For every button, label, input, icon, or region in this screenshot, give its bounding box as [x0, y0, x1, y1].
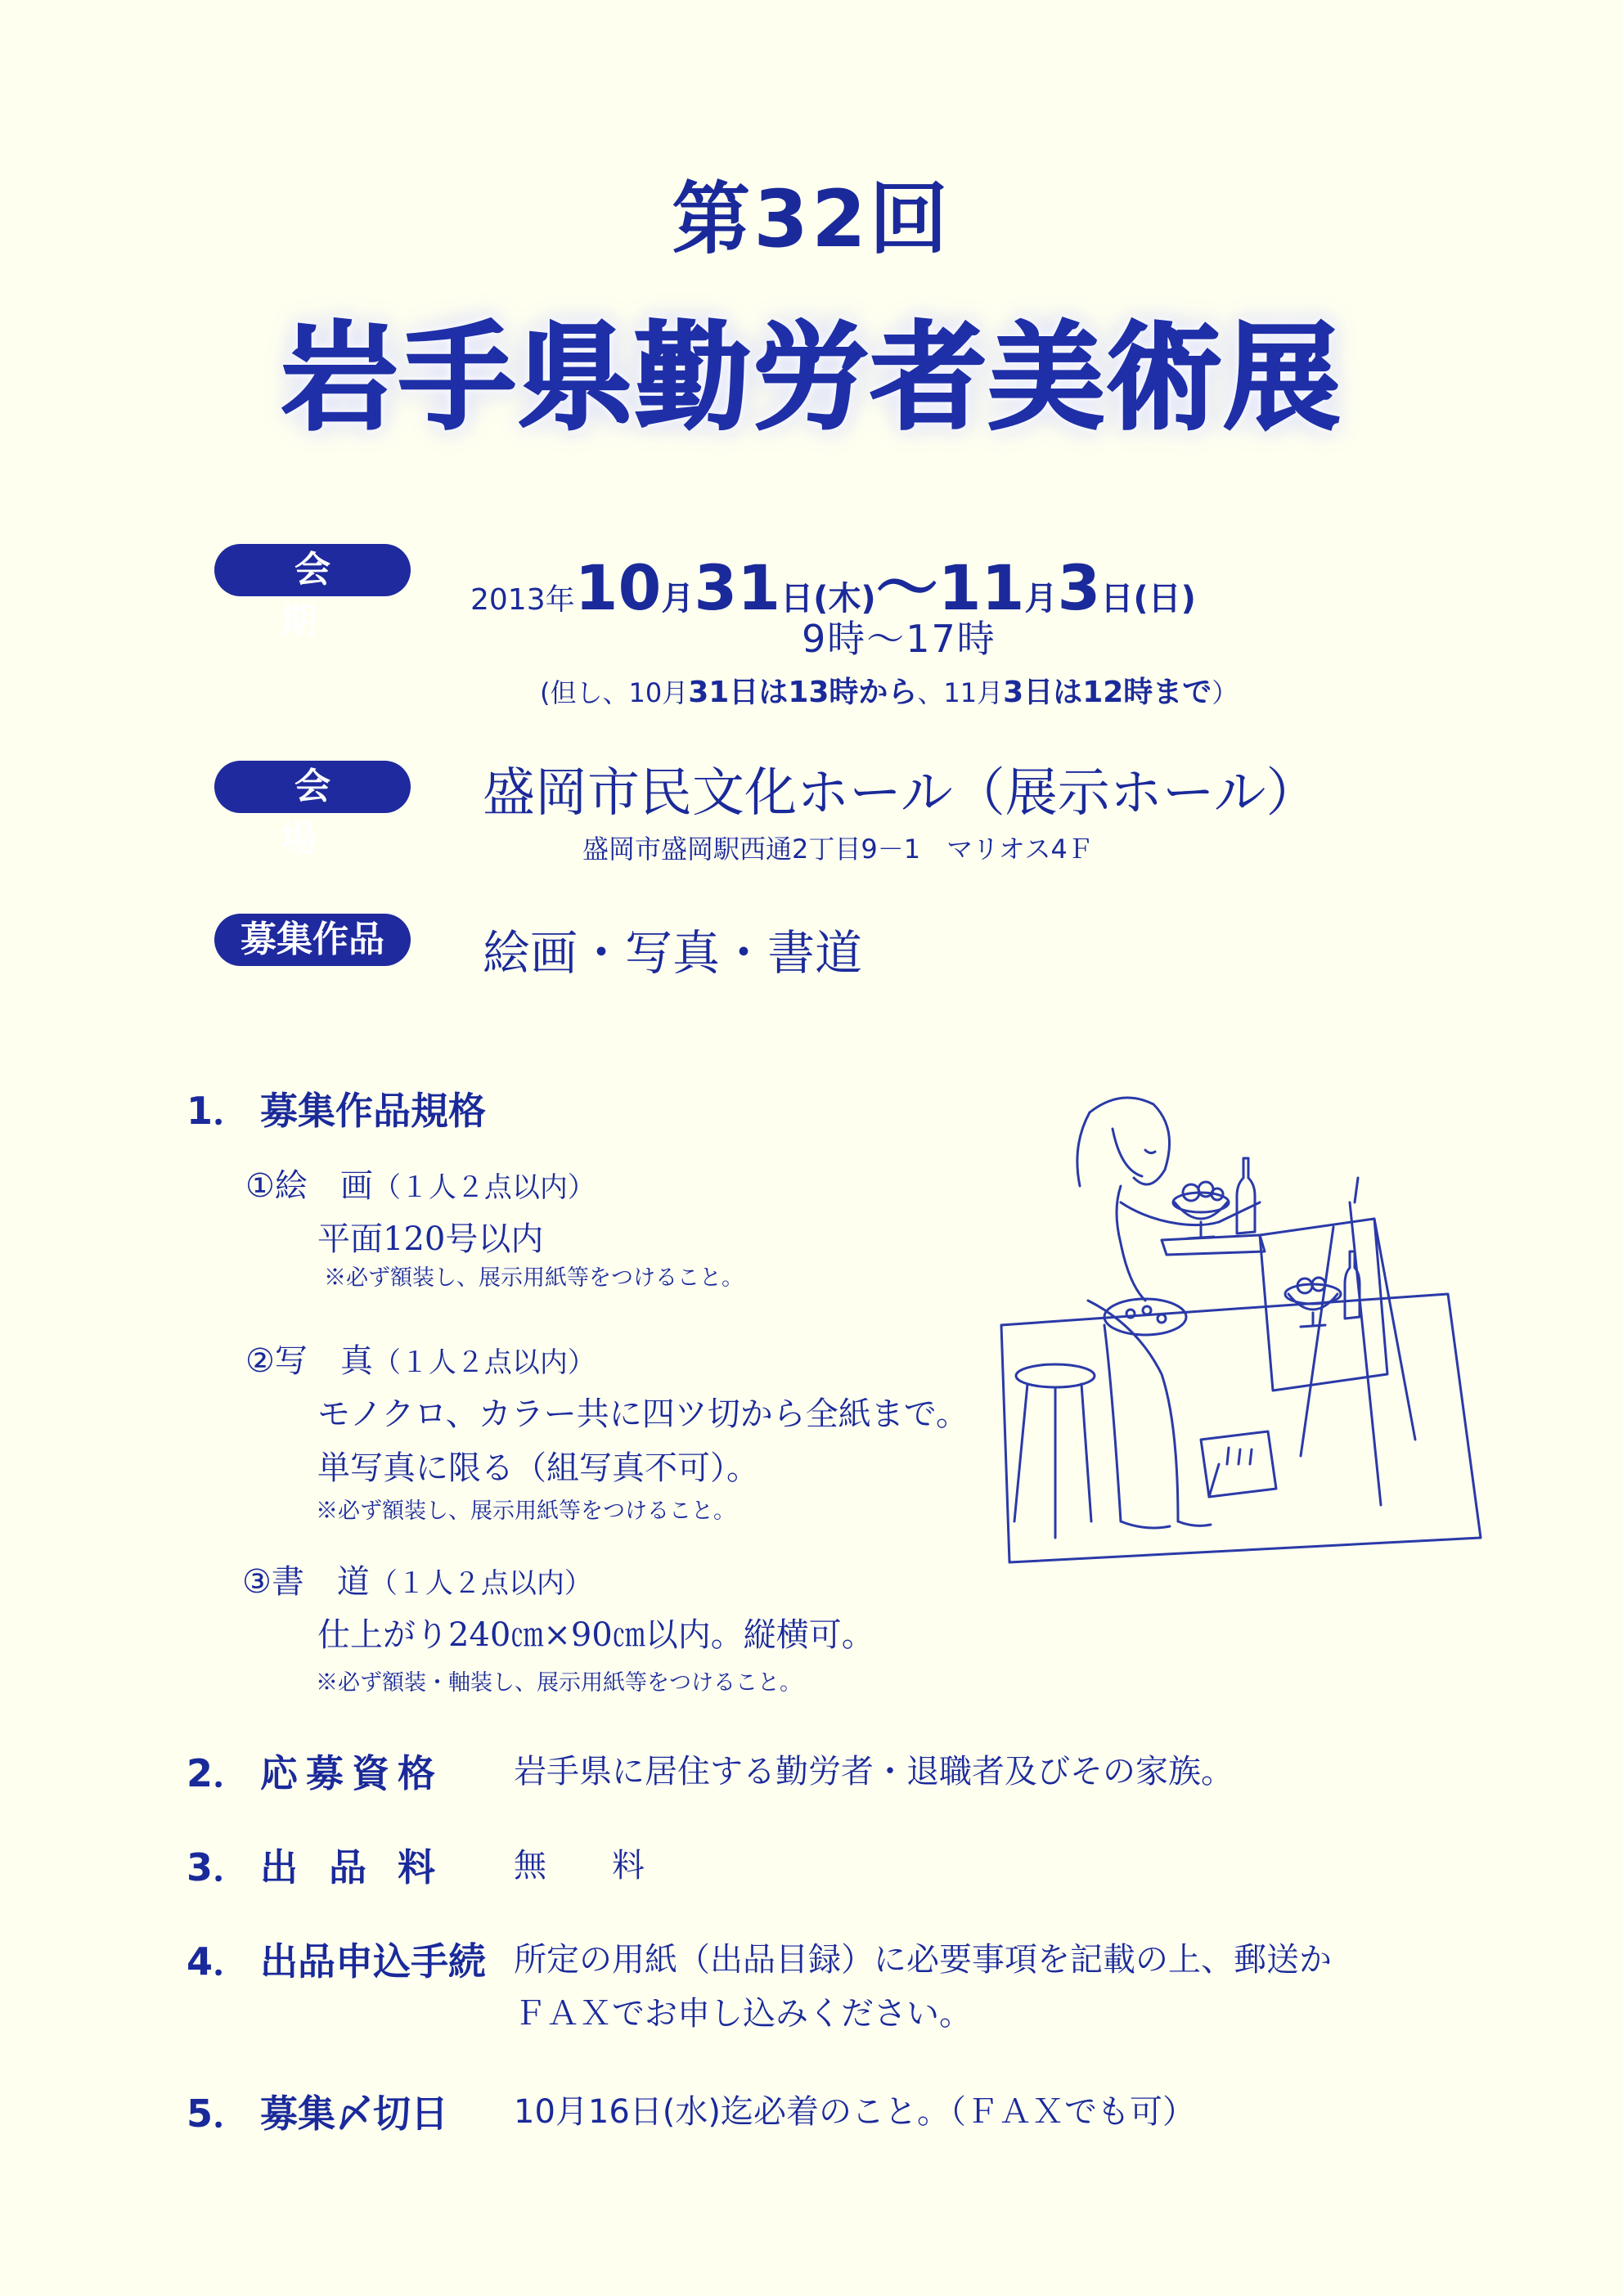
end-day: 3 — [1057, 551, 1101, 624]
start-month: 10 — [574, 551, 662, 624]
section-deadline-heading: 5． 募集〆切日 — [187, 2092, 448, 2136]
fee-text: 無 料 — [514, 1847, 645, 1885]
period-year: 2013年 — [470, 583, 575, 617]
spec-item-painting-note: ※必ず額装し、展示用紙等をつけること。 — [324, 1265, 744, 1291]
venue-label: 会 場 — [214, 761, 411, 813]
spec-item-calligraphy-title: ③書 道（１人２点以内） — [242, 1563, 592, 1601]
section-eligibility-heading: 2． 応募資格 — [187, 1751, 443, 1795]
period-label: 会 期 — [214, 544, 411, 596]
section-procedure-heading: 4． 出品申込手続 — [187, 1939, 486, 1984]
opening-hours: 9時～17時 — [802, 617, 996, 661]
deadline-text: 10月16日(水)迄必着のこと。（ＦＡＸでも可） — [514, 2093, 1196, 2131]
end-month: 11 — [937, 551, 1025, 624]
edition-number: 第32回 — [672, 173, 951, 265]
categories-value: 絵画・写真・書道 — [483, 925, 863, 981]
eligibility-text: 岩手県に居住する勤労者・退職者及びその家族。 — [514, 1753, 1234, 1791]
spec-item-photo-line-1: モノクロ、カラー共に四ツ切から全紙まで。 — [317, 1395, 969, 1433]
procedure-line-1: 所定の用紙（出品目録）に必要事項を記載の上、郵送か — [514, 1941, 1332, 1979]
categories-label: 募集作品 — [214, 914, 411, 966]
section-spec-heading: 1． 募集作品規格 — [187, 1089, 486, 1133]
painter-illustration — [990, 1080, 1513, 1587]
venue-name: 盛岡市民文化ホール（展示ホール） — [483, 763, 1319, 824]
deadline-date: 10月16日(水) — [514, 2093, 722, 2131]
spec-item-painting-title: ①絵 画（１人２点以内） — [245, 1167, 596, 1205]
venue-address: 盛岡市盛岡駅西通2丁目9－1 マリオス4Ｆ — [582, 833, 1094, 865]
spec-item-calligraphy-note: ※必ず額装・軸装し、展示用紙等をつけること。 — [316, 1670, 802, 1696]
period-note: (但し、10月31日は13時から、11月3日は12時まで） — [540, 676, 1239, 709]
start-weekday: (木) — [813, 580, 876, 618]
procedure-line-2: ＦＡＸでお申し込みください。 — [514, 1995, 972, 2033]
spec-item-photo-title: ②写 真（１人２点以内） — [245, 1342, 596, 1380]
start-day: 31 — [694, 551, 781, 624]
page-title: 岩手県勤労者美術展 — [281, 311, 1342, 446]
period-dates: 2013年10月31日(木)～11月3日(日) — [470, 551, 1196, 624]
spec-item-painting-line: 平面120号以内 — [317, 1220, 544, 1258]
spec-item-calligraphy-line: 仕上がり240㎝×90㎝以内。縦横可。 — [317, 1616, 874, 1654]
end-weekday: (日) — [1133, 580, 1196, 618]
section-fee-heading: 3． 出品料 — [187, 1845, 466, 1889]
spec-item-photo-line-2: 単写真に限る（組写真不可）。 — [317, 1449, 759, 1487]
spec-item-photo-note: ※必ず額装し、展示用紙等をつけること。 — [316, 1498, 735, 1524]
